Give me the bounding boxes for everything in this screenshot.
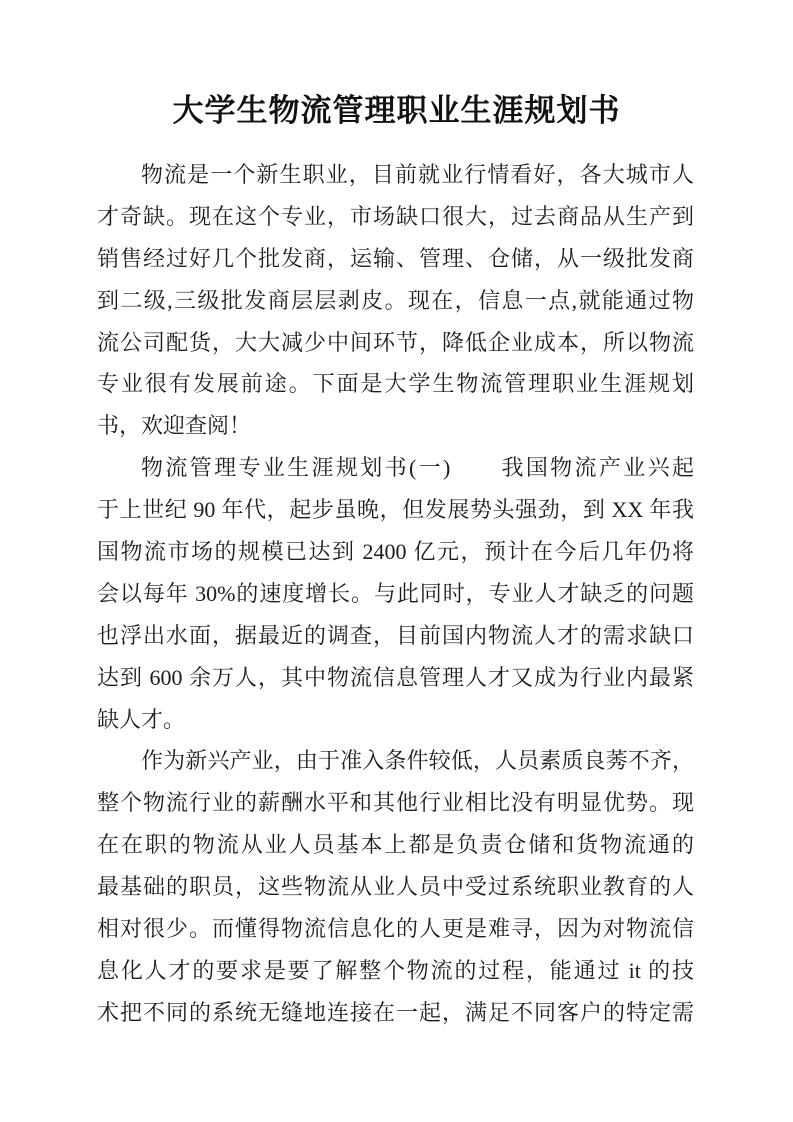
text-line: 术把不同的系统无缝地连接在一起，满足不同客户的特定需: [97, 999, 694, 1025]
text-line: 才奇缺。现在这个专业，市场缺口很大，过去商品从生产到: [97, 203, 694, 229]
text-line: 最基础的职员，这些物流从业人员中受过系统职业教育的人: [97, 874, 694, 900]
text-line: 在在职的物流从业人员基本上都是负责仓储和货物流通的: [97, 832, 694, 858]
text-line: 息化人才的要求是要了解整个物流的过程，能通过 it 的技: [97, 957, 694, 983]
text-line: 书，欢迎查阅！: [97, 413, 252, 439]
text-line: 流公司配货，大大减少中间环节，降低企业成本，所以物流: [97, 329, 694, 355]
paragraph: [97, 447, 694, 740]
text-line: 也浮出水面，据最近的调查，目前国内物流人才的需求缺口: [97, 622, 694, 648]
text-line: 物流是一个新生职业，目前就业行情看好，各大城市人: [141, 162, 694, 187]
text-line: 专业很有发展前途。下面是大学生物流管理职业生涯规划: [97, 371, 694, 397]
paragraph: [97, 154, 694, 447]
text-line: 物流管理专业生涯规划书(一) 我国物流产业兴起: [141, 455, 694, 481]
text-line: 相对很少。而懂得物流信息化的人更是难寻，因为对物流信: [97, 916, 694, 942]
paragraph: [97, 740, 694, 1033]
text-line: 到二级,三级批发商层层剥皮。现在，信息一点,就能通过物: [97, 287, 694, 313]
document-title: 大学生物流管理职业生涯规划书: [172, 93, 621, 128]
text-line: 缺人才。: [97, 706, 186, 732]
text-line: 国物流市场的规模已达到 2400 亿元，预计在今后几年仍将: [97, 539, 694, 565]
text-line: 于上世纪 90 年代，起步虽晚，但发展势头强劲，到 XX 年我: [97, 497, 694, 523]
text-line: 会以每年 30%的速度增长。与此同时，专业人才缺乏的问题: [97, 580, 694, 606]
text-line: 整个物流行业的薪酬水平和其他行业相比没有明显优势。现: [97, 790, 694, 816]
text-line: 达到 600 余万人，其中物流信息管理人才又成为行业内最紧: [97, 664, 694, 690]
text-line: 作为新兴产业，由于准入条件较低，人员素质良莠不齐，: [141, 748, 694, 774]
document-body: [97, 154, 694, 1034]
text-line: 销售经过好几个批发商，运输、管理、仓储，从一级批发商: [97, 245, 694, 271]
